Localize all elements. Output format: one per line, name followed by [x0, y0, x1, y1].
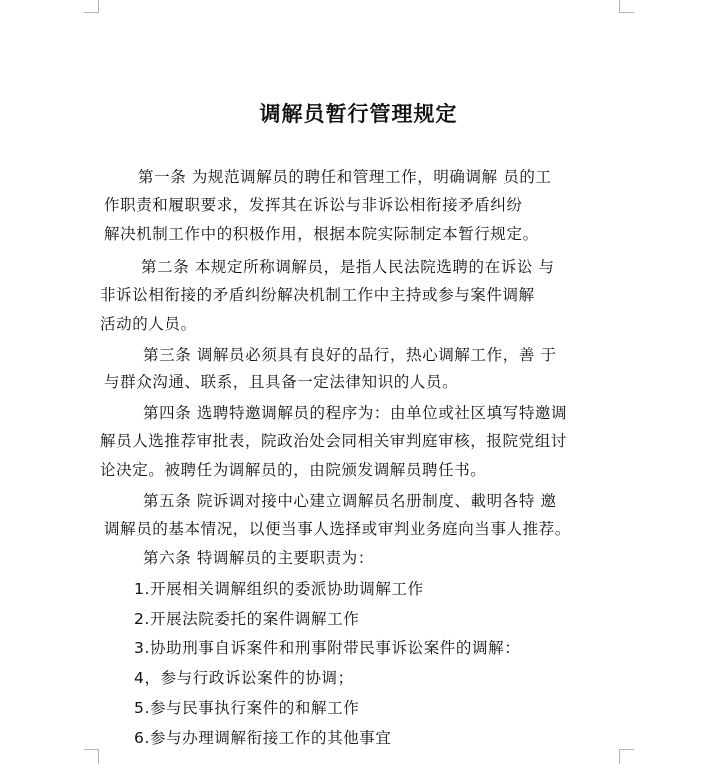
article-1-line-1: 第一条 为规范调解员的聘任和管理工作，明确调解 员的工	[138, 168, 552, 186]
article-5-line-1: 第五条 院诉调对接中心建立调解员名册制度、載明各特 邀	[143, 492, 557, 510]
article-5-line-2: 调解员的基本情况，以便当事人选择或审判业务庭向当事人推荐。	[104, 520, 571, 538]
duty-item-5: 5.参与民事执行案件的和解工作	[134, 699, 360, 717]
crop-mark-top-right	[619, 0, 634, 13]
article-4-line-1: 第四条 选聘特邀调解员的程序为：由单位或社区填写特邀调	[143, 404, 568, 422]
article-3-line-2: 与群众沟通、联系，且具备一定法律知识的人员。	[104, 373, 459, 391]
crop-mark-top-left	[84, 0, 99, 13]
duty-item-3: 3.协助刑事自诉案件和刑事附带民事诉讼案件的调解：	[134, 639, 521, 657]
duty-item-4: 4，参与行政诉讼案件的协调；	[134, 669, 354, 687]
article-2-line-1: 第二条 本规定所称调解员，是指人民法院选聘的在诉讼 与	[141, 258, 555, 276]
article-3-line-1: 第三条 调解员必须具有良好的品行，热心调解工作，善 于	[143, 346, 557, 364]
article-2-line-2: 非诉讼相衔接的矛盾纠纷解决机制工作中主持或参与案件调解	[100, 286, 535, 304]
article-4-line-3: 论决定。被聘任为调解员的，由院颁发调解员聘任书。	[100, 461, 487, 479]
article-1-line-3: 解决机制工作中的积极作用，根据本院实际制定本暂行规定。	[104, 225, 539, 243]
crop-mark-bottom-right	[619, 749, 634, 764]
article-4-line-2: 解员人选推荐审批表，院政治处会同相关审判庭审核，报院党组讨	[100, 432, 567, 450]
duty-item-6: 6.参与办理调解衔接工作的其他事宜	[134, 729, 392, 747]
duty-item-2: 2.开展法院委托的案件调解工作	[134, 610, 360, 628]
duty-item-1: 1.开展相关调解组织的委派协助调解工作	[134, 580, 424, 598]
crop-mark-bottom-left	[84, 749, 99, 764]
article-2-line-3: 活动的人员。	[100, 315, 197, 333]
document-title: 调解员暂行管理规定	[259, 102, 458, 126]
article-6-line-1: 第六条 特调解员的主要职责为：	[143, 549, 374, 567]
article-1-line-2: 作职责和履职要求，发挥其在诉讼与非诉讼相衔接矛盾纠纷	[104, 196, 523, 214]
